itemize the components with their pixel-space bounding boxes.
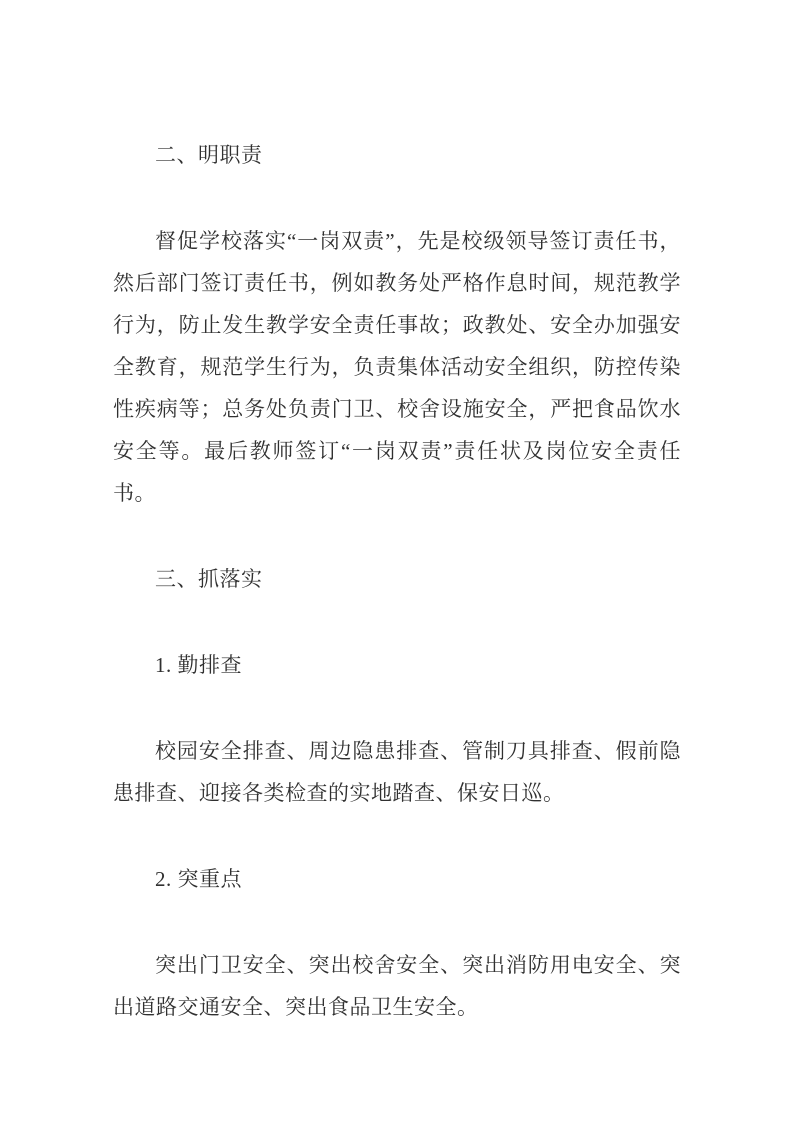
section-heading-implementation: 三、抓落实: [155, 567, 263, 591]
section-heading-responsibilities: 二、明职责: [155, 143, 263, 167]
paragraph-key-points-body: 突出门卫安全、突出校舍安全、突出消防用电安全、突出道路交通安全、突出食品卫生安全。: [113, 953, 681, 1019]
subheading-frequent-inspection: 1. 勤排查: [155, 653, 242, 677]
subheading-key-points: 2. 突重点: [155, 867, 242, 891]
paragraph-frequent-inspection-body: 校园安全排查、周边隐患排查、管制刀具排查、假前隐患排查、迎接各类检查的实地踏查、保安日巡。: [113, 739, 681, 805]
paragraph-responsibilities-body: 督促学校落实“一岗双责”，先是校级领导签订责任书，然后部门签订责任书，例如教务处严格作息时间，规范教学行为，防止发生教学安全责任事故；政教处、安全办加强安全教育，规范学生行为，负责集体活动安全组织，防控传染性疾病等；总务处负责门卫、校舍设施安全，严把食品饮水安全等。最后教师签订“一岗双责”责任状及岗位安全责任书。: [113, 229, 681, 505]
